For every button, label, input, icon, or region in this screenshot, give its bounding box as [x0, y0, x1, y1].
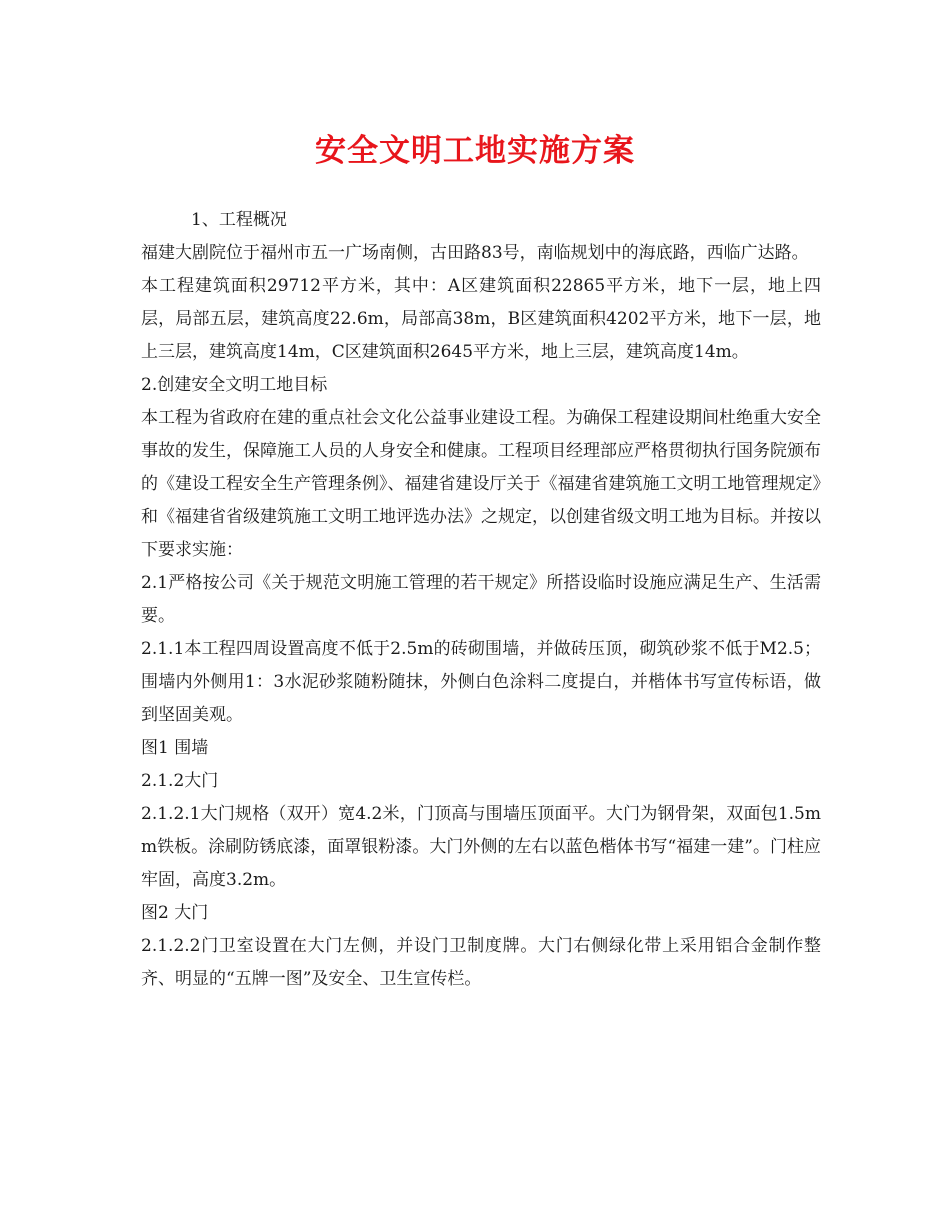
figure-caption-wall: 图1 围墙: [141, 738, 209, 758]
section-heading-project-overview: 1、工程概况: [191, 210, 287, 230]
paragraph-building-area: 本工程建筑面积29712平方米，其中：A区建筑面积22865平方米，地下一层，地上四层，局部五层，建筑高度22.6m，局部高38m，B区建筑面积4202平方米，地下一层，地上三层，建筑高度14m，C区建筑面积2645平方米，地上三层，建筑高度14m。: [141, 276, 821, 362]
paragraph-location: 福建大剧院位于福州市五一广场南侧，古田路83号，南临规划中的海底路，西临广达路。: [141, 243, 809, 263]
section-heading-gate: 2.1.2大门: [141, 771, 219, 791]
document-title: 安全文明工地实施方案: [315, 133, 635, 169]
paragraph-safety-goal: 本工程为省政府在建的重点社会文化公益事业建设工程。为确保工程建设期间杜绝重大安全事故的发生，保障施工人员的人身安全和健康。工程项目经理部应严格贯彻执行国务院颁布的《建设工程安全生产管理条例》、福建省建设厅关于《福建省建筑施工文明工地管理规定》和《福建省省级建筑施工文明工地评选办法》之规定，以创建省级文明工地为目标。并按以下要求实施：: [141, 408, 821, 560]
figure-caption-gate: 图2 大门: [141, 903, 209, 923]
paragraph-2-1-2-1: 2.1.2.1大门规格（双开）宽4.2米，门顶高与围墙压顶面平。大门为钢骨架，双面包1.5mm铁板。涂刷防锈底漆，面罩银粉漆。大门外侧的左右以蓝色楷体书写“福建一建”。门柱应牢固，高度3.2m。: [141, 804, 821, 890]
paragraph-2-1-1: 2.1.1本工程四周设置高度不低于2.5m的砖砌围墙，并做砖压顶，砌筑砂浆不低于M2.5；围墙内外侧用1：3水泥砂浆随粉随抹，外侧白色涂料二度提白，并楷体书写宣传标语，做到坚固美观。: [141, 639, 821, 725]
section-heading-safety-goal: 2.创建安全文明工地目标: [141, 375, 328, 395]
paragraph-2-1: 2.1严格按公司《关于规范文明施工管理的若干规定》所搭设临时设施应满足生产、生活需要。: [141, 573, 821, 626]
paragraph-2-1-2-2: 2.1.2.2门卫室设置在大门左侧，并设门卫制度牌。大门右侧绿化带上采用铝合金制作整齐、明显的“五牌一图”及安全、卫生宣传栏。: [141, 936, 821, 989]
document-body: [141, 204, 821, 996]
